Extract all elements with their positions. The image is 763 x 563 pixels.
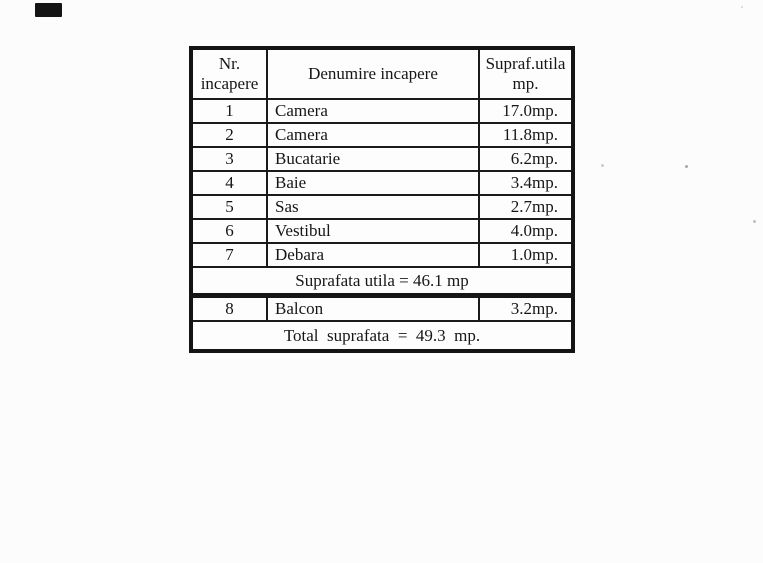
table-header-row (191, 48, 573, 99)
scan-speck (601, 164, 604, 167)
room-name-cell: Sas (267, 195, 479, 219)
row-number-cell: 5 (191, 195, 267, 219)
row-number-cell: 6 (191, 219, 267, 243)
room-area-cell: 4.0mp. (479, 219, 573, 243)
room-name-cell: Baie (267, 171, 479, 195)
room-name-cell: Camera (267, 99, 479, 123)
row-number-cell: 3 (191, 147, 267, 171)
row-number-cell: 2 (191, 123, 267, 147)
table-row (191, 99, 573, 123)
table-row (191, 219, 573, 243)
table-row (191, 171, 573, 195)
subtotal-row (191, 267, 573, 296)
room-area-table (189, 46, 575, 353)
scan-speck (685, 165, 688, 168)
row-number-cell: 4 (191, 171, 267, 195)
row-number-cell: 7 (191, 243, 267, 267)
header-suprafata-line2: mp. (512, 74, 539, 93)
subtotal-text: Suprafata utila = 46.1 mp (191, 267, 573, 296)
header-nr-line2: incapere (200, 74, 259, 93)
scan-speck (741, 6, 743, 8)
room-area-cell: 2.7mp. (479, 195, 573, 219)
scan-artifact-mark (35, 3, 62, 17)
room-area-cell: 6.2mp. (479, 147, 573, 171)
table-row-balcon (191, 296, 573, 322)
room-area-cell: 3.4mp. (479, 171, 573, 195)
header-nr-incapere (191, 48, 267, 99)
header-denumire-incapere: Denumire incapere (267, 48, 479, 99)
table-row (191, 123, 573, 147)
room-name-cell: Balcon (267, 296, 479, 322)
row-number-cell: 8 (191, 296, 267, 322)
total-text: Total suprafata = 49.3 mp. (191, 321, 573, 351)
total-row (191, 321, 573, 351)
room-area-cell: 11.8mp. (479, 123, 573, 147)
room-name-cell: Vestibul (267, 219, 479, 243)
room-name-cell: Bucatarie (267, 147, 479, 171)
room-name-cell: Camera (267, 123, 479, 147)
table-row (191, 147, 573, 171)
header-nr-line1: Nr. (218, 53, 241, 73)
header-suprafata-utila (479, 48, 573, 99)
room-area-cell: 3.2mp. (479, 296, 573, 322)
table-row (191, 243, 573, 267)
room-name-cell: Debara (267, 243, 479, 267)
table-row (191, 195, 573, 219)
scan-speck (753, 220, 756, 223)
room-area-cell: 17.0mp. (479, 99, 573, 123)
row-number-cell: 1 (191, 99, 267, 123)
header-suprafata-line1: Supraf.utila (485, 53, 566, 73)
room-area-cell: 1.0mp. (479, 243, 573, 267)
